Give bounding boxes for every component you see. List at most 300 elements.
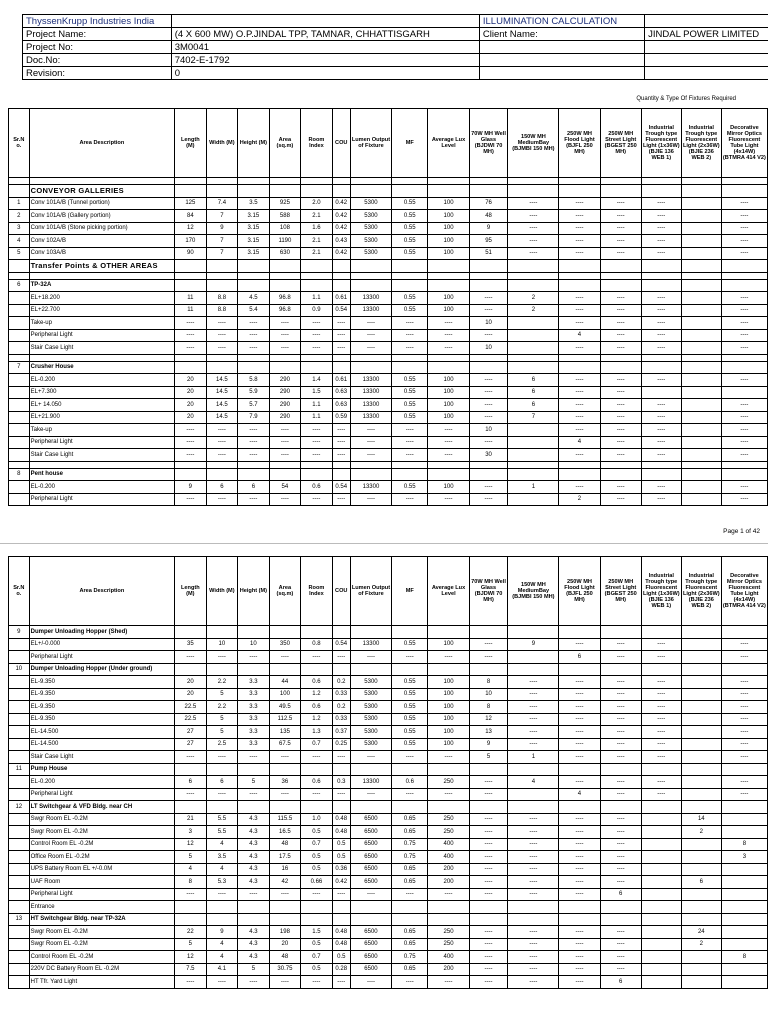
empty-cell xyxy=(508,279,559,292)
column-header: Industrial Trough type Fluorescent Light (2x36W) (BJIE 236 WEB 2) xyxy=(681,557,721,626)
table-cell: 1.4 xyxy=(301,374,333,387)
table-cell: ---- xyxy=(392,424,428,437)
column-header: 250W MH Street Light (BGEST 250 MH) xyxy=(600,109,641,178)
table-cell: ---- xyxy=(350,751,391,764)
table-cell: ---- xyxy=(469,292,508,305)
empty-cell xyxy=(9,461,30,468)
empty-cell xyxy=(600,468,641,481)
table-cell: 54 xyxy=(269,481,301,494)
table-cell: 0.28 xyxy=(332,963,350,976)
column-header: Room Index xyxy=(301,109,333,178)
table-cell: 0.55 xyxy=(392,304,428,317)
table-cell: ---- xyxy=(600,963,641,976)
table-cell: 9 xyxy=(508,638,559,651)
table-cell xyxy=(681,851,721,864)
table-cell: 24 xyxy=(681,926,721,939)
empty-cell xyxy=(600,763,641,776)
column-header: Area (sq.m) xyxy=(269,557,301,626)
table-cell xyxy=(681,726,721,739)
area-description: Conv 103A/B xyxy=(29,247,174,260)
table-cell: ---- xyxy=(721,436,767,449)
empty-cell xyxy=(600,185,641,198)
table-cell: ---- xyxy=(469,651,508,664)
table-cell: ---- xyxy=(469,876,508,889)
table-cell: ---- xyxy=(469,411,508,424)
table-cell: ---- xyxy=(469,926,508,939)
table-cell xyxy=(641,901,681,914)
table-row xyxy=(9,851,768,864)
table-cell: 0.2 xyxy=(332,676,350,689)
table-cell: 0.65 xyxy=(392,963,428,976)
table-cell: ---- xyxy=(392,436,428,449)
table-cell xyxy=(721,876,767,889)
header-label: Revision: xyxy=(23,67,172,80)
table-cell: ---- xyxy=(206,976,238,989)
table-cell: ---- xyxy=(392,342,428,355)
empty-cell xyxy=(332,626,350,639)
table-cell: ---- xyxy=(721,493,767,506)
empty-cell xyxy=(681,468,721,481)
table-cell: 8.8 xyxy=(206,304,238,317)
table-cell: ---- xyxy=(428,976,469,989)
empty-cell xyxy=(301,763,333,776)
empty-cell xyxy=(238,468,270,481)
table-cell: ---- xyxy=(559,701,600,714)
empty-cell xyxy=(469,185,508,198)
table-cell: 0.5 xyxy=(332,951,350,964)
table-cell xyxy=(9,481,30,494)
spacer-row xyxy=(9,354,768,361)
table-cell: ---- xyxy=(641,411,681,424)
table-cell: ---- xyxy=(721,342,767,355)
table-cell: 350 xyxy=(269,638,301,651)
area-description: Peripheral Light xyxy=(29,493,174,506)
table-cell: 48 xyxy=(469,210,508,223)
table-cell xyxy=(9,738,30,751)
table-cell: 3.15 xyxy=(238,247,270,260)
empty-cell xyxy=(469,801,508,814)
table-cell: ---- xyxy=(721,374,767,387)
table-cell xyxy=(641,951,681,964)
empty-cell xyxy=(428,663,469,676)
empty-cell xyxy=(269,468,301,481)
table-cell: ---- xyxy=(508,976,559,989)
table-cell: ---- xyxy=(721,329,767,342)
table-cell: ---- xyxy=(641,638,681,651)
table-cell: ---- xyxy=(508,963,559,976)
table-cell: 4 xyxy=(175,863,207,876)
empty-cell xyxy=(269,763,301,776)
table-cell xyxy=(681,449,721,462)
table-cell: 51 xyxy=(469,247,508,260)
table-cell xyxy=(681,235,721,248)
table-cell: ---- xyxy=(350,449,391,462)
table-cell: 13300 xyxy=(350,386,391,399)
table-cell: ---- xyxy=(600,738,641,751)
table-cell: 96.8 xyxy=(269,304,301,317)
empty-cell xyxy=(559,468,600,481)
table-cell: ---- xyxy=(721,726,767,739)
table-cell: 5.8 xyxy=(238,374,270,387)
table-cell: ---- xyxy=(238,751,270,764)
table-cell: ---- xyxy=(508,247,559,260)
table-cell xyxy=(681,399,721,412)
table-cell: 100 xyxy=(428,304,469,317)
empty-cell xyxy=(332,468,350,481)
table-cell: ---- xyxy=(269,751,301,764)
table-cell xyxy=(681,713,721,726)
table-cell: 100 xyxy=(428,688,469,701)
table-cell: ---- xyxy=(600,222,641,235)
table-cell: ---- xyxy=(600,436,641,449)
table-cell: 0.55 xyxy=(392,374,428,387)
table-cell: ---- xyxy=(600,926,641,939)
spacer-row xyxy=(9,461,768,468)
empty-cell xyxy=(469,913,508,926)
table-cell: ---- xyxy=(600,481,641,494)
empty-cell xyxy=(559,272,600,279)
empty-cell xyxy=(350,913,391,926)
area-description: HT Tfr. Yard Light xyxy=(29,976,174,989)
empty-cell xyxy=(206,763,238,776)
empty-cell xyxy=(206,913,238,926)
table-cell: 170 xyxy=(175,235,207,248)
table-cell: 1 xyxy=(508,481,559,494)
table-cell: 0.7 xyxy=(301,738,333,751)
area-description: Stair Case Light xyxy=(29,449,174,462)
table-cell: ---- xyxy=(600,342,641,355)
table-cell: ---- xyxy=(600,651,641,664)
table-cell: ---- xyxy=(508,838,559,851)
table-cell: ---- xyxy=(238,493,270,506)
table-cell: ---- xyxy=(206,329,238,342)
table-cell: 4.3 xyxy=(238,813,270,826)
table-cell xyxy=(641,976,681,989)
table-cell: ---- xyxy=(350,317,391,330)
table-cell: ---- xyxy=(641,304,681,317)
header-client-value xyxy=(645,41,768,54)
table-cell: 22 xyxy=(175,926,207,939)
table-cell: ---- xyxy=(238,317,270,330)
table-cell: 6500 xyxy=(350,938,391,951)
table-cell: 100 xyxy=(428,292,469,305)
table-cell: 20 xyxy=(175,374,207,387)
table-cell: ---- xyxy=(350,342,391,355)
table-cell: ---- xyxy=(721,247,767,260)
empty-cell xyxy=(206,354,238,361)
table-cell: ---- xyxy=(721,317,767,330)
table-cell: ---- xyxy=(721,676,767,689)
table-cell: ---- xyxy=(641,424,681,437)
table-cell: ---- xyxy=(559,304,600,317)
table-cell: 290 xyxy=(269,386,301,399)
table-cell: ---- xyxy=(600,701,641,714)
empty-cell xyxy=(721,185,767,198)
table-cell: 76 xyxy=(469,197,508,210)
table-cell: 0.55 xyxy=(392,713,428,726)
empty-cell xyxy=(428,913,469,926)
table-cell: ---- xyxy=(559,851,600,864)
empty-cell xyxy=(469,354,508,361)
table-cell: 112.5 xyxy=(269,713,301,726)
table-cell: ---- xyxy=(469,838,508,851)
empty-cell xyxy=(508,272,559,279)
table-cell: ---- xyxy=(469,813,508,826)
empty-cell xyxy=(392,279,428,292)
column-header: Area Description xyxy=(29,109,174,178)
empty-cell xyxy=(175,626,207,639)
empty-cell xyxy=(428,461,469,468)
table-cell: 2 xyxy=(508,292,559,305)
table-cell: ---- xyxy=(269,436,301,449)
empty-cell xyxy=(269,361,301,374)
table-cell: ---- xyxy=(332,788,350,801)
area-description: EL+7.300 xyxy=(29,386,174,399)
table-cell: 100 xyxy=(428,386,469,399)
table-cell: ---- xyxy=(269,788,301,801)
empty-cell xyxy=(350,663,391,676)
table-cell: 6 xyxy=(175,776,207,789)
table-cell: 1.0 xyxy=(301,813,333,826)
empty-cell xyxy=(350,461,391,468)
table-cell: 9 xyxy=(206,222,238,235)
column-header: Width (M) xyxy=(206,557,238,626)
table-cell: 6500 xyxy=(350,838,391,851)
table-cell: 0.55 xyxy=(392,481,428,494)
table-cell: ---- xyxy=(469,436,508,449)
table-cell: ---- xyxy=(559,951,600,964)
empty-cell xyxy=(469,468,508,481)
table-cell: ---- xyxy=(559,235,600,248)
table-cell xyxy=(681,424,721,437)
table-cell xyxy=(641,826,681,839)
table-cell: 0.6 xyxy=(301,776,333,789)
header-value: 0 xyxy=(171,67,479,80)
table-cell: ---- xyxy=(600,411,641,424)
table-cell: ---- xyxy=(641,738,681,751)
empty-cell xyxy=(469,763,508,776)
table-cell: 3.15 xyxy=(238,222,270,235)
table-row xyxy=(9,826,768,839)
section-title: Dumper Unloading Hopper (Shed) xyxy=(29,626,174,639)
table-cell: 0.75 xyxy=(392,851,428,864)
column-header: Height (M) xyxy=(238,109,270,178)
table-row xyxy=(9,951,768,964)
table-cell xyxy=(9,976,30,989)
table-row xyxy=(9,481,768,494)
table-cell: ---- xyxy=(392,329,428,342)
column-header: 250W MH Flood Light (BJFL 250 MH) xyxy=(559,109,600,178)
table-cell: 4 xyxy=(206,951,238,964)
empty-cell xyxy=(269,354,301,361)
empty-cell xyxy=(206,178,238,185)
table-cell xyxy=(681,197,721,210)
empty-cell xyxy=(175,279,207,292)
table-cell: 100 xyxy=(428,713,469,726)
empty-cell xyxy=(332,279,350,292)
table-cell: ---- xyxy=(559,926,600,939)
table-cell: ---- xyxy=(559,688,600,701)
empty-cell xyxy=(428,272,469,279)
table-cell: 13300 xyxy=(350,292,391,305)
table-cell: ---- xyxy=(508,713,559,726)
table-cell: 0.61 xyxy=(332,374,350,387)
table-cell: 6500 xyxy=(350,951,391,964)
table-row xyxy=(9,813,768,826)
empty-cell xyxy=(392,461,428,468)
empty-cell xyxy=(559,663,600,676)
section-row xyxy=(9,361,768,374)
table-cell: 0.65 xyxy=(392,876,428,889)
table-cell: 3.3 xyxy=(238,676,270,689)
table-cell: ---- xyxy=(721,788,767,801)
empty-cell xyxy=(559,361,600,374)
table-cell xyxy=(9,436,30,449)
table-cell xyxy=(641,838,681,851)
table-cell: ---- xyxy=(301,651,333,664)
table-cell: 0.5 xyxy=(301,863,333,876)
table-cell: 1.6 xyxy=(301,222,333,235)
table-cell: 6 xyxy=(206,776,238,789)
table-cell: 7 xyxy=(508,411,559,424)
empty-cell xyxy=(238,361,270,374)
empty-cell xyxy=(600,913,641,926)
header-label: Doc.No: xyxy=(23,54,172,67)
table-cell: 6500 xyxy=(350,851,391,864)
table-cell xyxy=(9,726,30,739)
table-cell: 13300 xyxy=(350,638,391,651)
empty-cell xyxy=(721,801,767,814)
table-cell: ---- xyxy=(559,317,600,330)
section-title: TP-32A xyxy=(29,279,174,292)
table-cell: 0.2 xyxy=(332,701,350,714)
empty-cell xyxy=(350,178,391,185)
table-cell xyxy=(9,292,30,305)
table-cell: ---- xyxy=(350,788,391,801)
table-cell: 100 xyxy=(428,676,469,689)
table-cell: ---- xyxy=(392,976,428,989)
column-header: 250W MH Street Light (BGEST 250 MH) xyxy=(600,557,641,626)
table-cell: ---- xyxy=(508,726,559,739)
section-row xyxy=(9,626,768,639)
table-cell: 4 xyxy=(559,329,600,342)
table-cell: 5 xyxy=(206,688,238,701)
empty-cell xyxy=(269,185,301,198)
header-value: (4 X 600 MW) O.P.JINDAL TPP, TAMNAR, CHHATTISGARH xyxy=(171,28,479,41)
empty-cell xyxy=(350,763,391,776)
table-cell: 22.5 xyxy=(175,701,207,714)
table-cell: ---- xyxy=(641,210,681,223)
table-cell: 20 xyxy=(175,386,207,399)
empty-cell xyxy=(469,260,508,273)
area-description: Take-up xyxy=(29,424,174,437)
table-cell: 4.3 xyxy=(238,826,270,839)
empty-cell xyxy=(301,913,333,926)
table-cell: ---- xyxy=(238,329,270,342)
table-cell: ---- xyxy=(600,197,641,210)
table-cell xyxy=(9,788,30,801)
column-header: MF xyxy=(392,109,428,178)
empty-cell xyxy=(301,626,333,639)
table-cell: 290 xyxy=(269,411,301,424)
table-cell: ---- xyxy=(392,493,428,506)
empty-cell xyxy=(238,260,270,273)
empty-cell xyxy=(600,663,641,676)
table-cell xyxy=(9,449,30,462)
empty-cell xyxy=(269,461,301,468)
empty-cell xyxy=(600,260,641,273)
table-cell: ---- xyxy=(332,449,350,462)
area-description: EL+ 14.050 xyxy=(29,399,174,412)
table-cell: ---- xyxy=(721,411,767,424)
spacer-row xyxy=(9,178,768,185)
table-cell: 0.36 xyxy=(332,863,350,876)
table-cell xyxy=(508,329,559,342)
table-cell: 3 xyxy=(721,851,767,864)
area-description: EL+/-0.000 xyxy=(29,638,174,651)
table-cell: 21 xyxy=(175,813,207,826)
table-cell xyxy=(641,851,681,864)
table-cell: 0.55 xyxy=(392,738,428,751)
table-cell xyxy=(681,701,721,714)
section-number: 12 xyxy=(9,801,30,814)
empty-cell xyxy=(269,272,301,279)
table-cell: 17.5 xyxy=(269,851,301,864)
table-cell: ---- xyxy=(559,411,600,424)
table-cell: ---- xyxy=(641,436,681,449)
empty-cell xyxy=(428,279,469,292)
table-cell: 1.2 xyxy=(301,688,333,701)
table-cell xyxy=(392,901,428,914)
table-cell: ---- xyxy=(175,788,207,801)
table-cell: 7 xyxy=(206,210,238,223)
empty-cell xyxy=(508,801,559,814)
empty-cell xyxy=(392,185,428,198)
empty-cell xyxy=(29,354,174,361)
empty-cell xyxy=(392,178,428,185)
table-cell: 400 xyxy=(428,838,469,851)
column-header: Sr.N o. xyxy=(9,557,30,626)
table-cell: ---- xyxy=(508,235,559,248)
empty-cell xyxy=(559,185,600,198)
column-header: Industrial Trough type Fluorescent Light (2x36W) (BJIE 236 WEB 2) xyxy=(681,109,721,178)
table-row xyxy=(9,638,768,651)
table-cell: 7.9 xyxy=(238,411,270,424)
table-cell: 1 xyxy=(508,751,559,764)
table-cell: ---- xyxy=(269,976,301,989)
empty-cell xyxy=(206,801,238,814)
section-number: 9 xyxy=(9,626,30,639)
empty-cell xyxy=(332,913,350,926)
table-cell: 5.7 xyxy=(238,399,270,412)
table-cell: 0.66 xyxy=(301,876,333,889)
table-cell: 0.59 xyxy=(332,411,350,424)
table-cell: 6 xyxy=(600,888,641,901)
table-cell: 0.55 xyxy=(392,222,428,235)
table-cell: 1.2 xyxy=(301,713,333,726)
empty-cell xyxy=(508,260,559,273)
table-cell: ---- xyxy=(559,481,600,494)
table-cell xyxy=(508,651,559,664)
table-cell: ---- xyxy=(301,436,333,449)
empty-cell xyxy=(332,272,350,279)
empty-cell xyxy=(600,626,641,639)
area-description: Conv 101A/B (Stone picking portion) xyxy=(29,222,174,235)
table-cell: ---- xyxy=(721,738,767,751)
table-cell: ---- xyxy=(600,838,641,851)
table-cell: 0.65 xyxy=(392,938,428,951)
table-cell: ---- xyxy=(641,399,681,412)
